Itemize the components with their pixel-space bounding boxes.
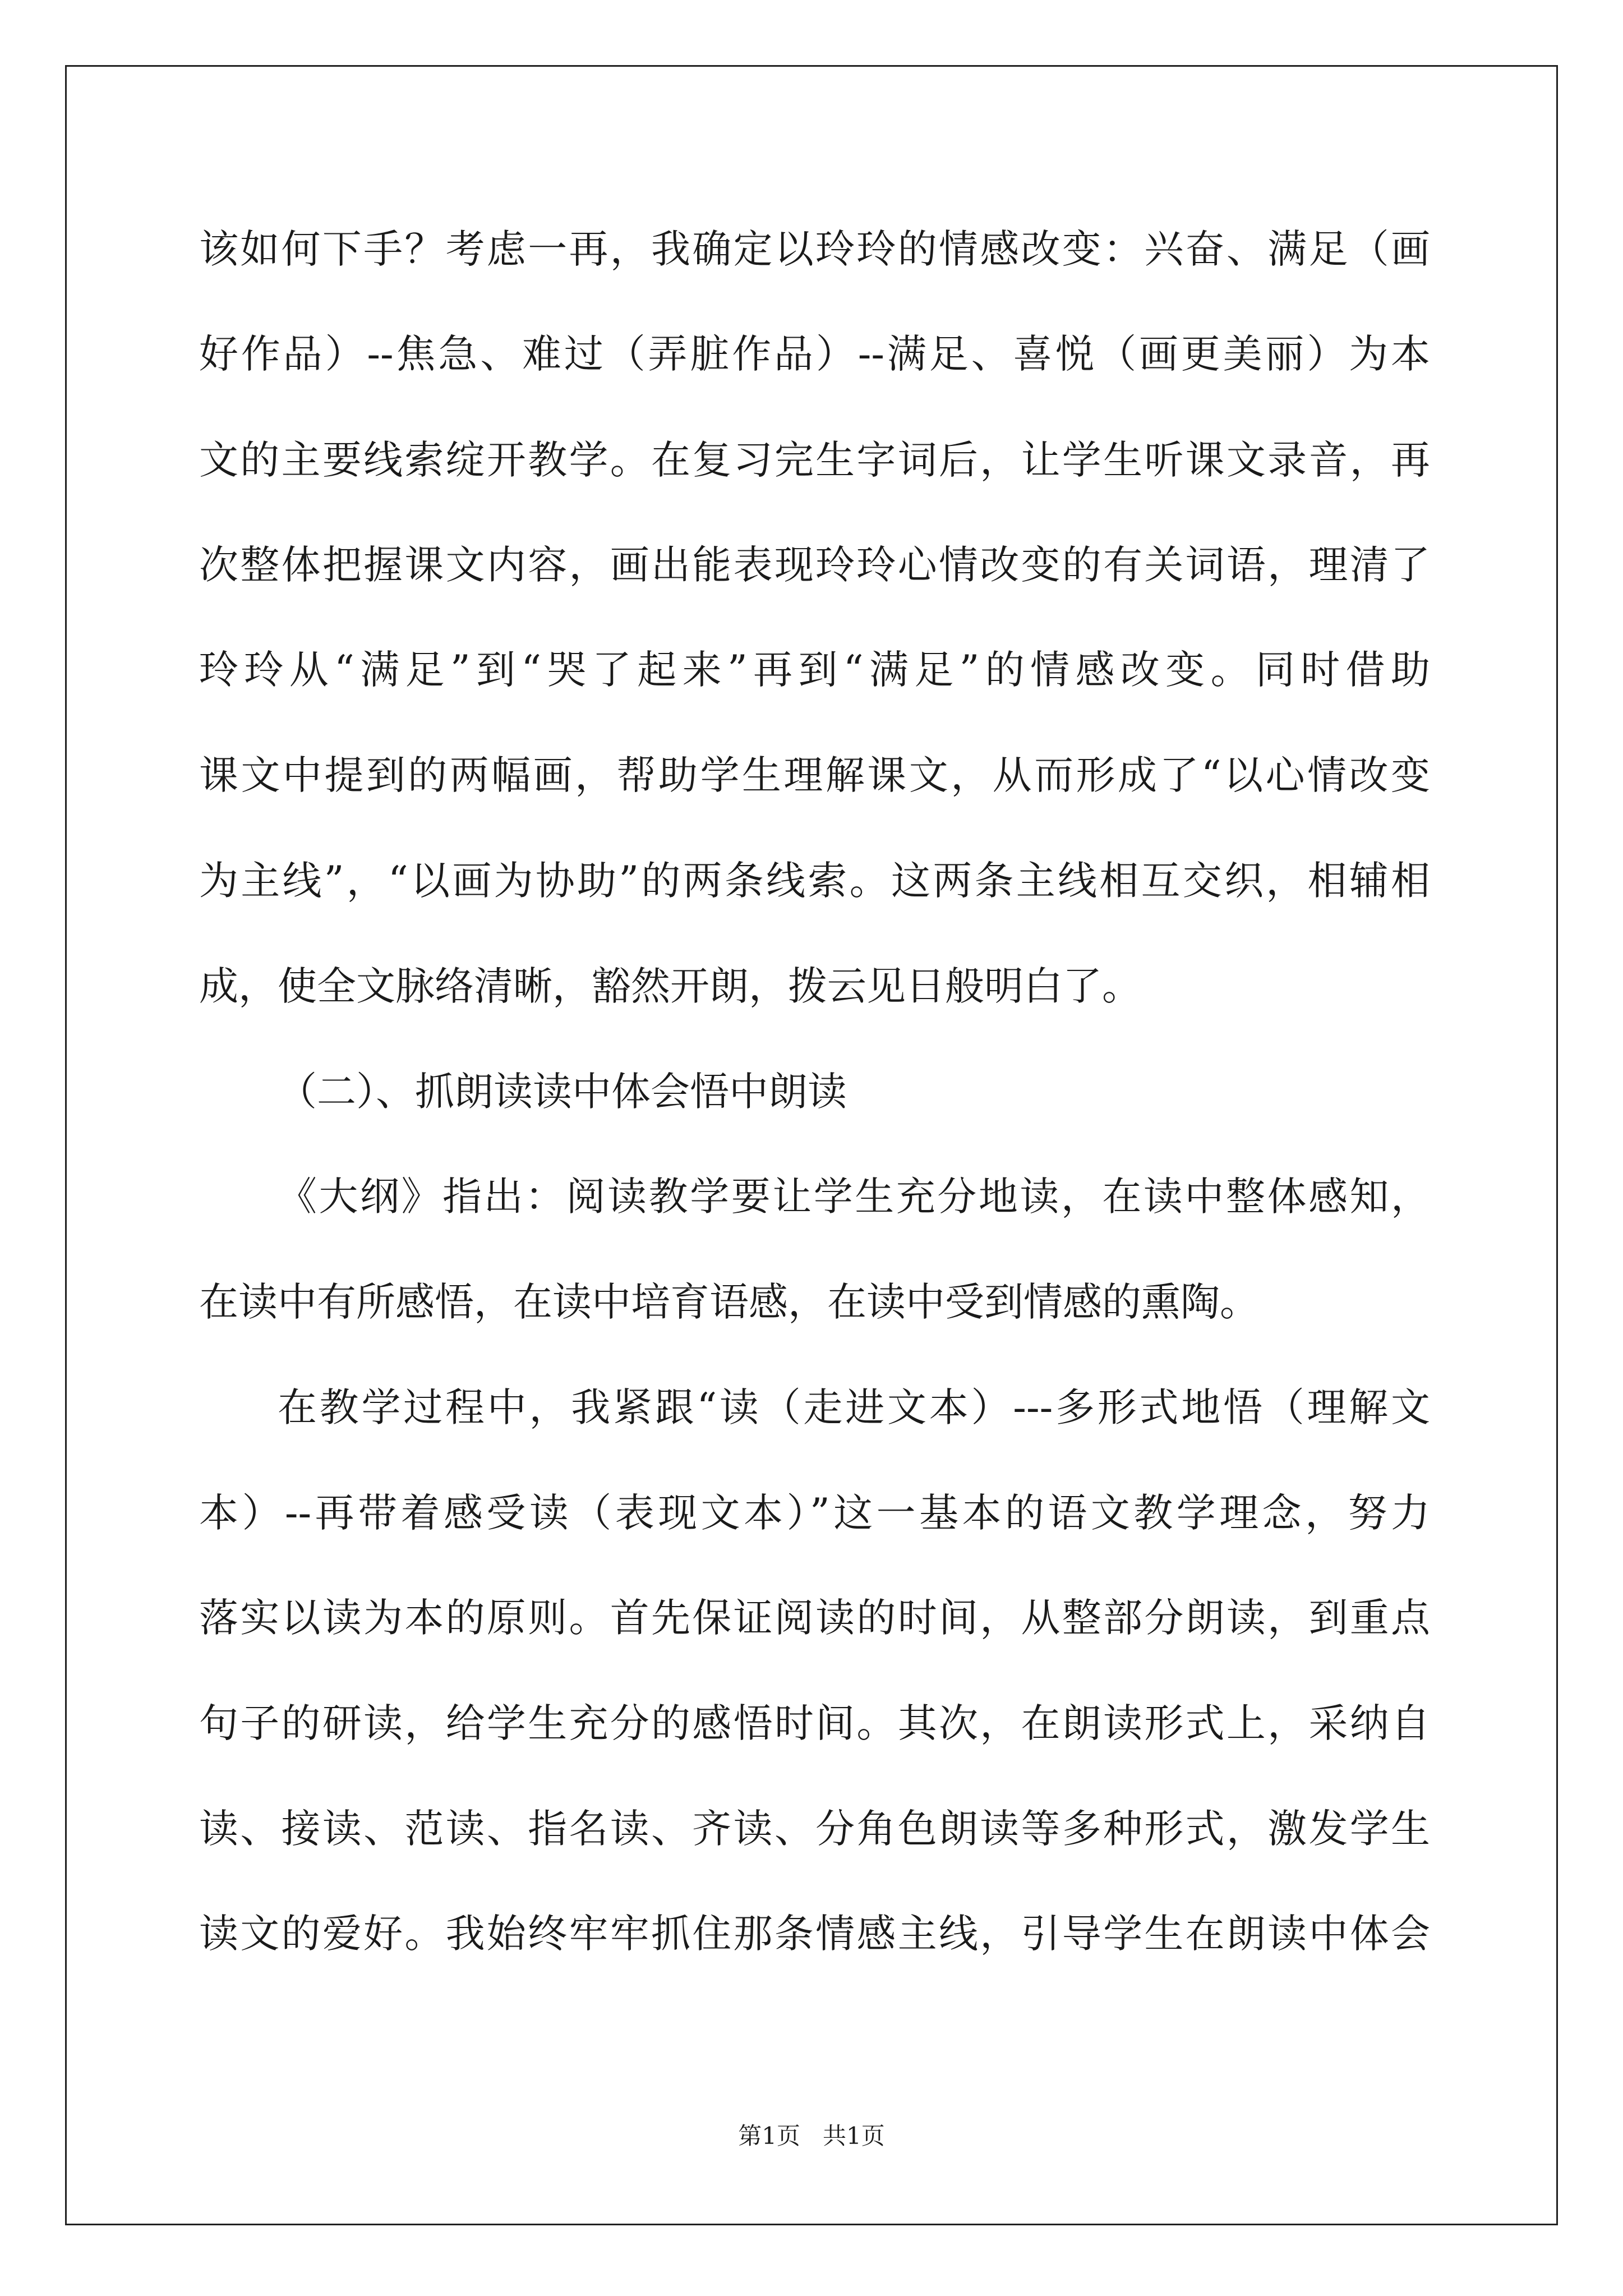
text-line: 落实以读为本的原则。首先保证阅读的时间，从整部分朗读，到重点: [199, 1595, 1430, 1641]
text-line: 《大纲》指出：阅读教学要让学生充分地读，在读中整体感知，: [278, 1174, 1430, 1220]
text-line: 句子的研读，给学生充分的感悟时间。其次，在朗读形式上，采纳自: [199, 1700, 1430, 1746]
text-line: 读文的爱好。我始终牢牢抓住那条情感主线，引导学生在朗读中体会: [199, 1911, 1430, 1957]
text-line: 课文中提到的两幅画，帮助学生理解课文，从而形成了“以心情改变: [199, 752, 1430, 798]
page-border: [65, 65, 1558, 2225]
page-number-footer: 第1页 共1页: [738, 2122, 885, 2150]
text-line: 文的主要线索绽开教学。在复习完生字词后，让学生听课文录音，再: [199, 437, 1430, 483]
section-heading: （二）、抓朗读读中体会悟中朗读: [278, 1069, 847, 1115]
text-line: 在教学过程中，我紧跟“读（走进文本）---多形式地悟（理解文: [278, 1384, 1430, 1430]
text-line: 该如何下手？考虑一再，我确定以玲玲的情感改变：兴奋、满足（画: [199, 226, 1430, 272]
text-line: 次整体把握课文内容，画出能表现玲玲心情改变的有关词语，理清了: [199, 542, 1430, 588]
text-line: 好作品）--焦急、难过（弄脏作品）--满足、喜悦（画更美丽）为本: [199, 331, 1430, 377]
text-line: 玲玲从“满足”到“哭了起来”再到“满足”的情感改变。同时借助: [199, 647, 1430, 693]
text-line: 成，使全文脉络清晰，豁然开朗，拨云见日般明白了。: [199, 963, 1141, 1009]
text-line: 为主线”，“以画为协助”的两条线索。这两条主线相互交织，相辅相: [199, 858, 1430, 904]
text-line: 读、接读、范读、指名读、齐读、分角色朗读等多种形式，激发学生: [199, 1806, 1430, 1852]
text-line: 在读中有所感悟，在读中培育语感，在读中受到情感的熏陶。: [199, 1279, 1259, 1325]
text-line: 本）--再带着感受读（表现文本）”这一基本的语文教学理念，努力: [199, 1490, 1430, 1536]
